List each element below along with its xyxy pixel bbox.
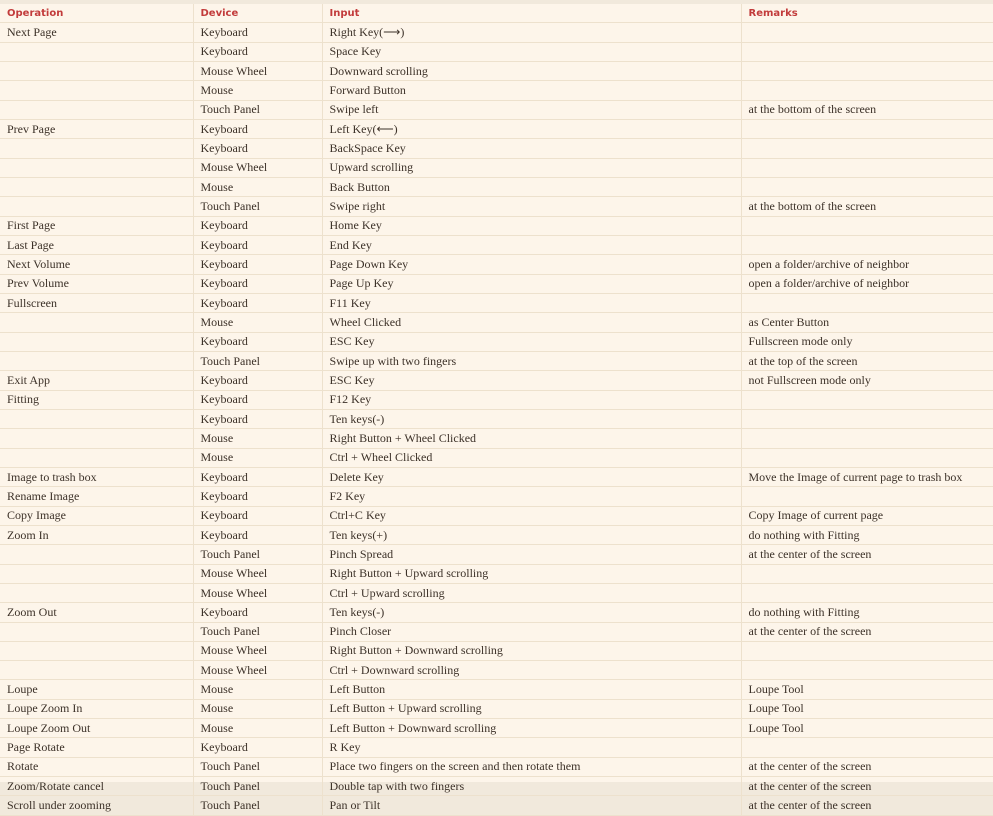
operation-cell [0,177,193,196]
table-row [0,661,993,680]
remarks-cell: open a folder/archive of neighbor [741,274,993,293]
remarks-cell [741,448,993,467]
device-cell: Keyboard [193,738,322,757]
remarks-cell: not Fullscreen mode only [741,371,993,390]
remarks-cell: at the bottom of the screen [741,197,993,216]
operation-cell: Loupe Zoom In [0,699,193,718]
table-row [0,448,993,467]
remarks-cell: as Center Button [741,313,993,332]
input-cell: Right Key(⟶) [322,23,741,42]
table-row [0,61,993,80]
remarks-cell [741,216,993,235]
device-cell: Mouse Wheel [193,564,322,583]
input-cell: End Key [322,235,741,254]
table-row [0,158,993,177]
operation-cell: Fitting [0,390,193,409]
device-cell: Mouse [193,429,322,448]
device-cell: Keyboard [193,525,322,544]
input-cell: Pan or Tilt [322,796,741,815]
operation-cell: Rename Image [0,487,193,506]
operation-cell [0,139,193,158]
device-cell: Keyboard [193,506,322,525]
table-row [0,197,993,216]
remarks-cell [741,429,993,448]
table-row [0,255,993,274]
table-row [0,757,993,776]
input-cell: Ten keys(+) [322,525,741,544]
remarks-cell [741,487,993,506]
remarks-cell: at the top of the screen [741,351,993,370]
device-cell: Keyboard [193,487,322,506]
operation-cell: Next Volume [0,255,193,274]
remarks-cell [741,139,993,158]
device-cell: Keyboard [193,467,322,486]
input-cell: Space Key [322,42,741,61]
operation-cell [0,429,193,448]
remarks-cell: Copy Image of current page [741,506,993,525]
table-row [0,119,993,138]
table-row [0,177,993,196]
table-row [0,23,993,42]
remarks-cell: open a folder/archive of neighbor [741,255,993,274]
input-cell: ESC Key [322,371,741,390]
input-cell: Downward scrolling [322,61,741,80]
remarks-cell: at the center of the screen [741,622,993,641]
input-cell: Left Button + Downward scrolling [322,719,741,738]
operation-cell: Zoom/Rotate cancel [0,777,193,796]
remarks-cell: Loupe Tool [741,719,993,738]
table-row [0,699,993,718]
input-cell: Forward Button [322,81,741,100]
remarks-cell: do nothing with Fitting [741,603,993,622]
table-row [0,506,993,525]
device-cell: Touch Panel [193,351,322,370]
device-cell: Keyboard [193,42,322,61]
device-cell: Mouse [193,313,322,332]
column-header-input: Input [322,4,741,23]
device-cell: Keyboard [193,235,322,254]
remarks-cell [741,641,993,660]
operation-cell: Prev Page [0,119,193,138]
remarks-cell [741,661,993,680]
remarks-cell [741,409,993,428]
input-cell: Left Button + Upward scrolling [322,699,741,718]
device-cell: Keyboard [193,603,322,622]
remarks-cell: at the center of the screen [741,545,993,564]
remarks-cell: Fullscreen mode only [741,332,993,351]
remarks-cell: at the center of the screen [741,757,993,776]
device-cell: Mouse Wheel [193,583,322,602]
operation-cell [0,197,193,216]
input-cell: Ctrl + Upward scrolling [322,583,741,602]
key-assignment-panel [0,4,993,813]
table-row [0,81,993,100]
table-row [0,332,993,351]
device-cell: Mouse [193,699,322,718]
device-cell: Mouse [193,177,322,196]
remarks-cell: Loupe Tool [741,699,993,718]
table-row [0,564,993,583]
input-cell: Ten keys(-) [322,603,741,622]
input-cell: Double tap with two fingers [322,777,741,796]
table-body [0,23,993,815]
column-header-remarks: Remarks [741,4,993,23]
operation-cell [0,409,193,428]
remarks-cell [741,177,993,196]
input-cell: Pinch Closer [322,622,741,641]
device-cell: Keyboard [193,23,322,42]
operation-cell: Last Page [0,235,193,254]
input-cell: Right Button + Wheel Clicked [322,429,741,448]
table-row [0,390,993,409]
operation-cell [0,622,193,641]
remarks-cell [741,23,993,42]
device-cell: Touch Panel [193,100,322,119]
operation-cell: Exit App [0,371,193,390]
device-cell: Keyboard [193,274,322,293]
key-assignment-table [0,4,993,816]
operation-cell [0,351,193,370]
remarks-cell [741,61,993,80]
operation-cell: Prev Volume [0,274,193,293]
column-header-device: Device [193,4,322,23]
operation-cell: Rotate [0,757,193,776]
column-header-operation: Operation [0,4,193,23]
table-row [0,738,993,757]
table-row [0,467,993,486]
remarks-cell [741,390,993,409]
input-cell: Ctrl + Wheel Clicked [322,448,741,467]
table-row [0,274,993,293]
remarks-cell [741,293,993,312]
table-row [0,216,993,235]
table-header [0,4,993,23]
operation-cell: Page Rotate [0,738,193,757]
table-row [0,409,993,428]
table-row [0,525,993,544]
device-cell: Touch Panel [193,622,322,641]
table-row [0,429,993,448]
operation-cell [0,313,193,332]
operation-cell: Scroll under zooming [0,796,193,815]
remarks-cell [741,738,993,757]
table-row [0,235,993,254]
input-cell: ESC Key [322,332,741,351]
input-cell: F11 Key [322,293,741,312]
table-row [0,796,993,815]
operation-cell [0,158,193,177]
input-cell: Right Button + Downward scrolling [322,641,741,660]
device-cell: Keyboard [193,390,322,409]
device-cell: Mouse Wheel [193,158,322,177]
device-cell: Keyboard [193,119,322,138]
table-row [0,139,993,158]
remarks-cell [741,235,993,254]
table-row [0,680,993,699]
remarks-cell: Loupe Tool [741,680,993,699]
device-cell: Mouse Wheel [193,641,322,660]
input-cell: Pinch Spread [322,545,741,564]
device-cell: Touch Panel [193,757,322,776]
header-row [0,4,993,23]
operation-cell [0,100,193,119]
input-cell: Page Up Key [322,274,741,293]
table-row [0,777,993,796]
remarks-cell: at the bottom of the screen [741,100,993,119]
device-cell: Keyboard [193,139,322,158]
operation-cell [0,583,193,602]
device-cell: Mouse [193,448,322,467]
operation-cell [0,545,193,564]
operation-cell: Loupe Zoom Out [0,719,193,738]
operation-cell [0,81,193,100]
operation-cell: Next Page [0,23,193,42]
input-cell: Ten keys(-) [322,409,741,428]
input-cell: F12 Key [322,390,741,409]
device-cell: Touch Panel [193,197,322,216]
device-cell: Mouse Wheel [193,661,322,680]
remarks-cell [741,564,993,583]
operation-cell [0,42,193,61]
operation-cell [0,661,193,680]
input-cell: Wheel Clicked [322,313,741,332]
input-cell: BackSpace Key [322,139,741,158]
device-cell: Mouse [193,719,322,738]
table-row [0,603,993,622]
device-cell: Mouse [193,680,322,699]
operation-cell: Image to trash box [0,467,193,486]
device-cell: Touch Panel [193,545,322,564]
input-cell: Delete Key [322,467,741,486]
remarks-cell [741,81,993,100]
device-cell: Keyboard [193,255,322,274]
table-row [0,719,993,738]
operation-cell: Zoom In [0,525,193,544]
device-cell: Mouse [193,81,322,100]
operation-cell: First Page [0,216,193,235]
input-cell: Swipe right [322,197,741,216]
input-cell: Ctrl + Downward scrolling [322,661,741,680]
input-cell: Place two fingers on the screen and then rotate them [322,757,741,776]
table-row [0,313,993,332]
table-row [0,622,993,641]
remarks-cell: do nothing with Fitting [741,525,993,544]
input-cell: Page Down Key [322,255,741,274]
input-cell: Right Button + Upward scrolling [322,564,741,583]
table-row [0,42,993,61]
remarks-cell [741,119,993,138]
device-cell: Touch Panel [193,777,322,796]
remarks-cell [741,42,993,61]
table-row [0,545,993,564]
table-row [0,487,993,506]
device-cell: Keyboard [193,332,322,351]
table-row [0,583,993,602]
device-cell: Keyboard [193,216,322,235]
input-cell: F2 Key [322,487,741,506]
operation-cell [0,641,193,660]
table-row [0,351,993,370]
table-row [0,293,993,312]
input-cell: Home Key [322,216,741,235]
operation-cell [0,448,193,467]
input-cell: R Key [322,738,741,757]
remarks-cell: at the center of the screen [741,796,993,815]
device-cell: Keyboard [193,409,322,428]
operation-cell [0,61,193,80]
operation-cell: Fullscreen [0,293,193,312]
remarks-cell: Move the Image of current page to trash box [741,467,993,486]
input-cell: Swipe left [322,100,741,119]
table-row [0,641,993,660]
table-row [0,371,993,390]
operation-cell [0,564,193,583]
input-cell: Back Button [322,177,741,196]
input-cell: Left Key(⟵) [322,119,741,138]
device-cell: Touch Panel [193,796,322,815]
operation-cell: Zoom Out [0,603,193,622]
operation-cell: Copy Image [0,506,193,525]
operation-cell: Loupe [0,680,193,699]
device-cell: Mouse Wheel [193,61,322,80]
input-cell: Upward scrolling [322,158,741,177]
table-row [0,100,993,119]
device-cell: Keyboard [193,371,322,390]
input-cell: Ctrl+C Key [322,506,741,525]
input-cell: Swipe up with two fingers [322,351,741,370]
remarks-cell: at the center of the screen [741,777,993,796]
remarks-cell [741,583,993,602]
device-cell: Keyboard [193,293,322,312]
input-cell: Left Button [322,680,741,699]
operation-cell [0,332,193,351]
remarks-cell [741,158,993,177]
